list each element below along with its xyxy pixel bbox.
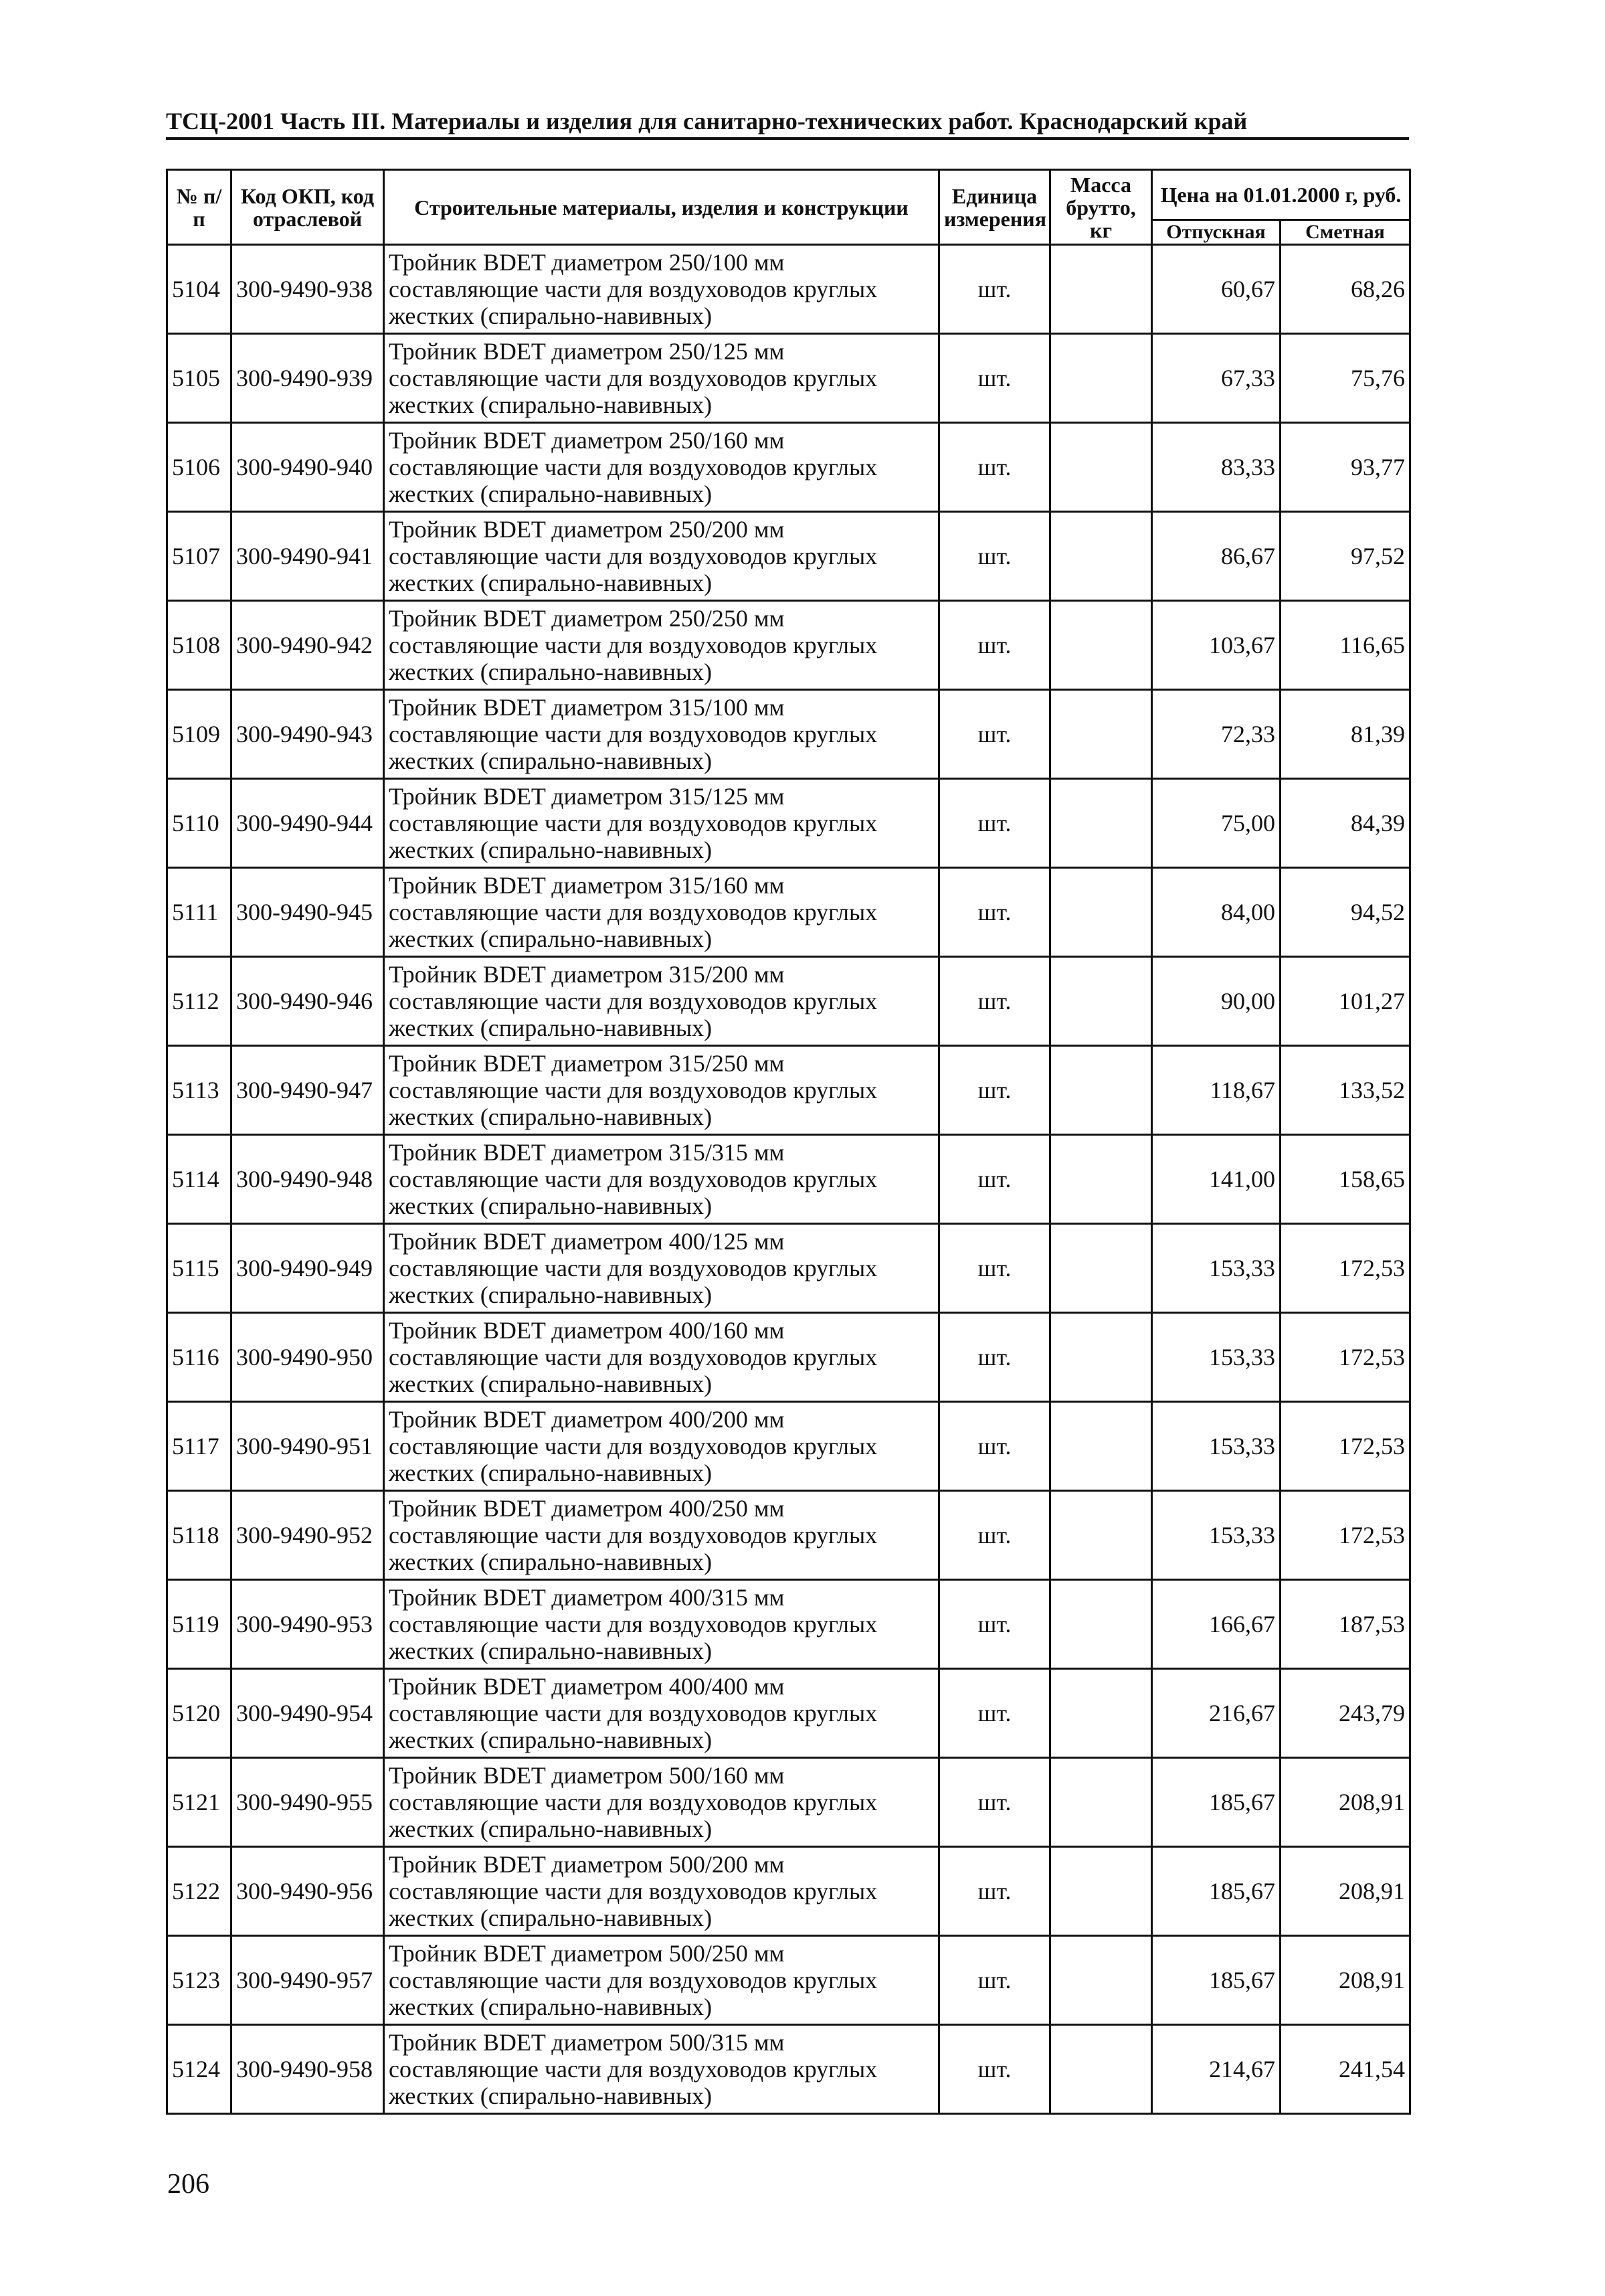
cell-num: 5109 bbox=[167, 690, 231, 779]
cell-name: Тройник BDET диаметром 315/315 мм составляющие части для воздуховодов круглых жестких (спирально-навивных) bbox=[384, 1135, 939, 1224]
cell-price-release: 67,33 bbox=[1152, 334, 1281, 423]
col-header-name: Строительные материалы, изделия и конструкции bbox=[384, 170, 939, 245]
cell-unit: шт. bbox=[939, 423, 1050, 512]
cell-name: Тройник BDET диаметром 400/315 мм составляющие части для воздуховодов круглых жестких (спирально-навивных) bbox=[384, 1580, 939, 1669]
cell-unit: шт. bbox=[939, 779, 1050, 868]
col-header-price-release: Отпускная bbox=[1152, 220, 1281, 245]
cell-mass bbox=[1050, 1046, 1152, 1135]
cell-num: 5120 bbox=[167, 1669, 231, 1758]
cell-price-estimate: 243,79 bbox=[1281, 1669, 1410, 1758]
cell-price-estimate: 97,52 bbox=[1281, 512, 1410, 601]
cell-price-estimate: 208,91 bbox=[1281, 1847, 1410, 1936]
table-row bbox=[167, 1135, 1410, 1224]
cell-name: Тройник BDET диаметром 400/200 мм составляющие части для воздуховодов круглых жестких (спирально-навивных) bbox=[384, 1402, 939, 1491]
cell-name: Тройник BDET диаметром 315/250 мм составляющие части для воздуховодов круглых жестких (спирально-навивных) bbox=[384, 1046, 939, 1135]
cell-price-estimate: 75,76 bbox=[1281, 334, 1410, 423]
cell-price-estimate: 133,52 bbox=[1281, 1046, 1410, 1135]
cell-code: 300-9490-944 bbox=[231, 779, 384, 868]
table-row bbox=[167, 1847, 1410, 1936]
col-header-code: Код ОКП, код отраслевой bbox=[231, 170, 384, 245]
page-number: 206 bbox=[167, 2169, 209, 2200]
table-row bbox=[167, 601, 1410, 690]
table-row bbox=[167, 1580, 1410, 1669]
cell-unit: шт. bbox=[939, 2025, 1050, 2114]
cell-code: 300-9490-950 bbox=[231, 1313, 384, 1402]
cell-price-release: 214,67 bbox=[1152, 2025, 1281, 2114]
cell-name: Тройник BDET диаметром 500/315 мм составляющие части для воздуховодов круглых жестких (спирально-навивных) bbox=[384, 2025, 939, 2114]
cell-unit: шт. bbox=[939, 1224, 1050, 1313]
cell-unit: шт. bbox=[939, 334, 1050, 423]
cell-price-release: 153,33 bbox=[1152, 1313, 1281, 1402]
cell-price-estimate: 84,39 bbox=[1281, 779, 1410, 868]
cell-price-release: 103,67 bbox=[1152, 601, 1281, 690]
cell-price-release: 216,67 bbox=[1152, 1669, 1281, 1758]
cell-price-estimate: 241,54 bbox=[1281, 2025, 1410, 2114]
cell-num: 5113 bbox=[167, 1046, 231, 1135]
cell-unit: шт. bbox=[939, 1402, 1050, 1491]
price-table bbox=[166, 169, 1411, 2115]
cell-code: 300-9490-948 bbox=[231, 1135, 384, 1224]
cell-code: 300-9490-954 bbox=[231, 1669, 384, 1758]
cell-num: 5116 bbox=[167, 1313, 231, 1402]
table-row bbox=[167, 779, 1410, 868]
cell-num: 5114 bbox=[167, 1135, 231, 1224]
cell-code: 300-9490-951 bbox=[231, 1402, 384, 1491]
cell-num: 5104 bbox=[167, 245, 231, 334]
cell-mass bbox=[1050, 601, 1152, 690]
cell-price-estimate: 68,26 bbox=[1281, 245, 1410, 334]
cell-name: Тройник BDET диаметром 500/160 мм составляющие части для воздуховодов круглых жестких (спирально-навивных) bbox=[384, 1758, 939, 1847]
col-header-num: № п/п bbox=[167, 170, 231, 245]
table-row bbox=[167, 245, 1410, 334]
col-header-price-estimate: Сметная bbox=[1281, 220, 1410, 245]
col-header-price-group: Цена на 01.01.2000 г, руб. bbox=[1152, 170, 1410, 220]
cell-unit: шт. bbox=[939, 601, 1050, 690]
cell-mass bbox=[1050, 1847, 1152, 1936]
cell-mass bbox=[1050, 1313, 1152, 1402]
cell-price-release: 153,33 bbox=[1152, 1402, 1281, 1491]
cell-price-release: 185,67 bbox=[1152, 1847, 1281, 1936]
cell-price-release: 118,67 bbox=[1152, 1046, 1281, 1135]
cell-num: 5112 bbox=[167, 957, 231, 1046]
cell-code: 300-9490-938 bbox=[231, 245, 384, 334]
cell-num: 5106 bbox=[167, 423, 231, 512]
cell-price-estimate: 81,39 bbox=[1281, 690, 1410, 779]
table-row bbox=[167, 1313, 1410, 1402]
cell-mass bbox=[1050, 1402, 1152, 1491]
cell-name: Тройник BDET диаметром 400/160 мм составляющие части для воздуховодов круглых жестких (спирально-навивных) bbox=[384, 1313, 939, 1402]
table-row bbox=[167, 868, 1410, 957]
cell-num: 5122 bbox=[167, 1847, 231, 1936]
cell-num: 5111 bbox=[167, 868, 231, 957]
table-row bbox=[167, 1669, 1410, 1758]
cell-code: 300-9490-958 bbox=[231, 2025, 384, 2114]
table-row bbox=[167, 2025, 1410, 2114]
cell-unit: шт. bbox=[939, 512, 1050, 601]
table-row bbox=[167, 334, 1410, 423]
cell-price-release: 84,00 bbox=[1152, 868, 1281, 957]
cell-code: 300-9490-955 bbox=[231, 1758, 384, 1847]
page-header: ТСЦ-2001 Часть III. Материалы и изделия для санитарно-технических работ. Краснодарский край bbox=[166, 108, 1248, 135]
cell-code: 300-9490-952 bbox=[231, 1491, 384, 1580]
cell-mass bbox=[1050, 1224, 1152, 1313]
cell-price-release: 185,67 bbox=[1152, 1936, 1281, 2025]
cell-price-estimate: 93,77 bbox=[1281, 423, 1410, 512]
cell-code: 300-9490-945 bbox=[231, 868, 384, 957]
cell-unit: шт. bbox=[939, 868, 1050, 957]
cell-price-estimate: 172,53 bbox=[1281, 1491, 1410, 1580]
cell-name: Тройник BDET диаметром 400/125 мм составляющие части для воздуховодов круглых жестких (спирально-навивных) bbox=[384, 1224, 939, 1313]
cell-price-estimate: 208,91 bbox=[1281, 1758, 1410, 1847]
cell-mass bbox=[1050, 423, 1152, 512]
cell-price-release: 75,00 bbox=[1152, 779, 1281, 868]
cell-code: 300-9490-953 bbox=[231, 1580, 384, 1669]
cell-mass bbox=[1050, 1580, 1152, 1669]
cell-price-release: 141,00 bbox=[1152, 1135, 1281, 1224]
table-row bbox=[167, 1491, 1410, 1580]
table-row bbox=[167, 512, 1410, 601]
cell-mass bbox=[1050, 868, 1152, 957]
cell-price-estimate: 208,91 bbox=[1281, 1936, 1410, 2025]
cell-num: 5107 bbox=[167, 512, 231, 601]
cell-code: 300-9490-947 bbox=[231, 1046, 384, 1135]
cell-unit: шт. bbox=[939, 1135, 1050, 1224]
cell-unit: шт. bbox=[939, 1313, 1050, 1402]
cell-name: Тройник BDET диаметром 400/250 мм составляющие части для воздуховодов круглых жестких (спирально-навивных) bbox=[384, 1491, 939, 1580]
cell-name: Тройник BDET диаметром 250/200 мм составляющие части для воздуховодов круглых жестких (спирально-навивных) bbox=[384, 512, 939, 601]
cell-price-estimate: 187,53 bbox=[1281, 1580, 1410, 1669]
cell-price-estimate: 172,53 bbox=[1281, 1313, 1410, 1402]
cell-name: Тройник BDET диаметром 250/100 мм составляющие части для воздуховодов круглых жестких (спирально-навивных) bbox=[384, 245, 939, 334]
cell-code: 300-9490-942 bbox=[231, 601, 384, 690]
cell-unit: шт. bbox=[939, 245, 1050, 334]
cell-mass bbox=[1050, 1491, 1152, 1580]
cell-mass bbox=[1050, 957, 1152, 1046]
cell-num: 5105 bbox=[167, 334, 231, 423]
cell-num: 5115 bbox=[167, 1224, 231, 1313]
cell-name: Тройник BDET диаметром 500/200 мм составляющие части для воздуховодов круглых жестких (спирально-навивных) bbox=[384, 1847, 939, 1936]
cell-name: Тройник BDET диаметром 315/200 мм составляющие части для воздуховодов круглых жестких (спирально-навивных) bbox=[384, 957, 939, 1046]
cell-unit: шт. bbox=[939, 1580, 1050, 1669]
cell-mass bbox=[1050, 512, 1152, 601]
cell-price-release: 90,00 bbox=[1152, 957, 1281, 1046]
cell-name: Тройник BDET диаметром 400/400 мм составляющие части для воздуховодов круглых жестких (спирально-навивных) bbox=[384, 1669, 939, 1758]
cell-price-release: 185,67 bbox=[1152, 1758, 1281, 1847]
cell-price-release: 72,33 bbox=[1152, 690, 1281, 779]
cell-price-estimate: 101,27 bbox=[1281, 957, 1410, 1046]
cell-price-release: 86,67 bbox=[1152, 512, 1281, 601]
header-rule bbox=[166, 137, 1409, 140]
table-row bbox=[167, 1402, 1410, 1491]
cell-num: 5117 bbox=[167, 1402, 231, 1491]
cell-code: 300-9490-939 bbox=[231, 334, 384, 423]
table-row bbox=[167, 1224, 1410, 1313]
cell-price-release: 166,67 bbox=[1152, 1580, 1281, 1669]
cell-code: 300-9490-940 bbox=[231, 423, 384, 512]
cell-price-release: 83,33 bbox=[1152, 423, 1281, 512]
table-row bbox=[167, 1758, 1410, 1847]
cell-unit: шт. bbox=[939, 957, 1050, 1046]
cell-price-estimate: 94,52 bbox=[1281, 868, 1410, 957]
cell-name: Тройник BDET диаметром 315/125 мм составляющие части для воздуховодов круглых жестких (спирально-навивных) bbox=[384, 779, 939, 868]
cell-price-estimate: 158,65 bbox=[1281, 1135, 1410, 1224]
cell-code: 300-9490-957 bbox=[231, 1936, 384, 2025]
cell-mass bbox=[1050, 779, 1152, 868]
cell-unit: шт. bbox=[939, 1491, 1050, 1580]
col-header-unit: Единица измерения bbox=[939, 170, 1050, 245]
cell-mass bbox=[1050, 2025, 1152, 2114]
cell-num: 5121 bbox=[167, 1758, 231, 1847]
cell-name: Тройник BDET диаметром 250/250 мм составляющие части для воздуховодов круглых жестких (спирально-навивных) bbox=[384, 601, 939, 690]
cell-num: 5118 bbox=[167, 1491, 231, 1580]
cell-code: 300-9490-949 bbox=[231, 1224, 384, 1313]
cell-name: Тройник BDET диаметром 250/160 мм составляющие части для воздуховодов круглых жестких (спирально-навивных) bbox=[384, 423, 939, 512]
cell-num: 5124 bbox=[167, 2025, 231, 2114]
cell-unit: шт. bbox=[939, 1669, 1050, 1758]
table-row bbox=[167, 423, 1410, 512]
cell-name: Тройник BDET диаметром 315/100 мм составляющие части для воздуховодов круглых жестких (спирально-навивных) bbox=[384, 690, 939, 779]
table-body bbox=[167, 245, 1410, 2114]
cell-num: 5110 bbox=[167, 779, 231, 868]
cell-num: 5119 bbox=[167, 1580, 231, 1669]
cell-mass bbox=[1050, 1758, 1152, 1847]
table-row bbox=[167, 1936, 1410, 2025]
cell-num: 5108 bbox=[167, 601, 231, 690]
table-row bbox=[167, 957, 1410, 1046]
cell-unit: шт. bbox=[939, 1758, 1050, 1847]
cell-price-release: 153,33 bbox=[1152, 1224, 1281, 1313]
cell-price-estimate: 116,65 bbox=[1281, 601, 1410, 690]
cell-unit: шт. bbox=[939, 1046, 1050, 1135]
cell-name: Тройник BDET диаметром 250/125 мм составляющие части для воздуховодов круглых жестких (спирально-навивных) bbox=[384, 334, 939, 423]
cell-price-release: 60,67 bbox=[1152, 245, 1281, 334]
cell-num: 5123 bbox=[167, 1936, 231, 2025]
cell-code: 300-9490-946 bbox=[231, 957, 384, 1046]
cell-mass bbox=[1050, 334, 1152, 423]
table-row bbox=[167, 690, 1410, 779]
cell-mass bbox=[1050, 245, 1152, 334]
cell-code: 300-9490-943 bbox=[231, 690, 384, 779]
cell-mass bbox=[1050, 1669, 1152, 1758]
cell-mass bbox=[1050, 1936, 1152, 2025]
cell-code: 300-9490-956 bbox=[231, 1847, 384, 1936]
cell-price-estimate: 172,53 bbox=[1281, 1402, 1410, 1491]
cell-mass bbox=[1050, 1135, 1152, 1224]
table-row bbox=[167, 1046, 1410, 1135]
cell-name: Тройник BDET диаметром 315/160 мм составляющие части для воздуховодов круглых жестких (спирально-навивных) bbox=[384, 868, 939, 957]
cell-unit: шт. bbox=[939, 690, 1050, 779]
cell-unit: шт. bbox=[939, 1936, 1050, 2025]
cell-code: 300-9490-941 bbox=[231, 512, 384, 601]
cell-mass bbox=[1050, 690, 1152, 779]
cell-price-estimate: 172,53 bbox=[1281, 1224, 1410, 1313]
col-header-mass: Масса брутто, кг bbox=[1050, 170, 1152, 245]
cell-price-release: 153,33 bbox=[1152, 1491, 1281, 1580]
cell-name: Тройник BDET диаметром 500/250 мм составляющие части для воздуховодов круглых жестких (спирально-навивных) bbox=[384, 1936, 939, 2025]
cell-unit: шт. bbox=[939, 1847, 1050, 1936]
